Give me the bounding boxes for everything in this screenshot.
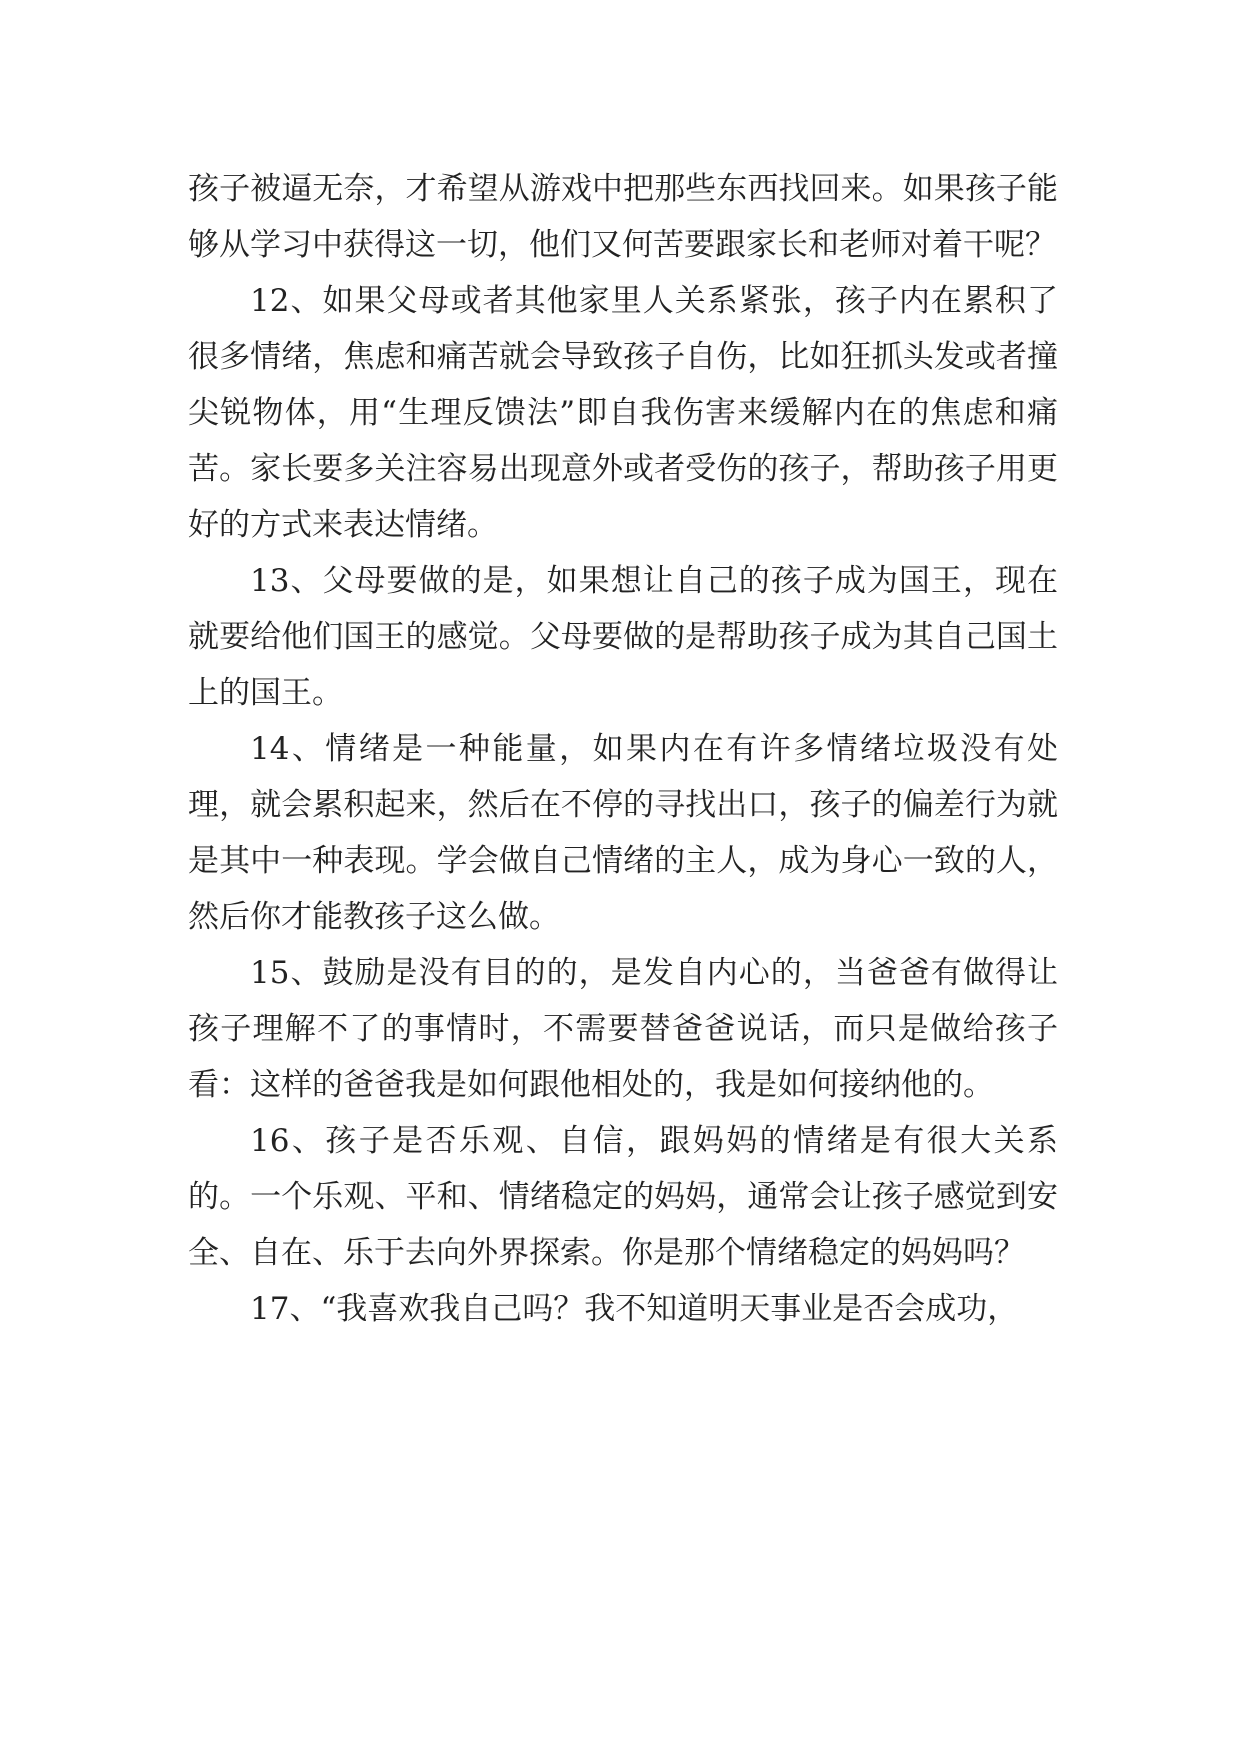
paragraph-continuation: 孩子被逼无奈，才希望从游戏中把那些东西找回来。如果孩子能够从学习中获得这一切，他们又何苦要跟家长和老师对着干呢？ [188, 171, 1058, 263]
paragraph-item-15: 15、鼓励是没有目的的，是发自内心的，当爸爸有做得让孩子理解不了的事情时，不需要替爸爸说话，而只是做给孩子看：这样的爸爸我是如何跟他相处的，我是如何接纳他的。 [188, 955, 1058, 1103]
paragraph-item-12: 12、如果父母或者其他家里人关系紧张，孩子内在累积了很多情绪，焦虑和痛苦就会导致孩子自伤，比如狂抓头发或者撞尖锐物体，用“生理反馈法”即自我伤害来缓解内在的焦虑和痛苦。家长要多关注容易出现意外或者受伤的孩子，帮助孩子用更好的方式来表达情绪。 [188, 283, 1058, 543]
paragraph-item-17: 17、“我喜欢我自己吗？我不知道明天事业是否会成功， [250, 1291, 1019, 1327]
document-body [188, 161, 1058, 1337]
paragraph-item-13: 13、父母要做的是，如果想让自己的孩子成为国王，现在就要给他们国王的感觉。父母要做的是帮助孩子成为其自己国土上的国王。 [188, 563, 1058, 711]
paragraph-item-14: 14、情绪是一种能量，如果内在有许多情绪垃圾没有处理，就会累积起来，然后在不停的寻找出口，孩子的偏差行为就是其中一种表现。学会做自己情绪的主人，成为身心一致的人，然后你才能教孩子这么做。 [188, 731, 1058, 935]
paragraph-item-16: 16、孩子是否乐观、自信，跟妈妈的情绪是有很大关系的。一个乐观、平和、情绪稳定的妈妈，通常会让孩子感觉到安全、自在、乐于去向外界探索。你是那个情绪稳定的妈妈吗？ [188, 1123, 1058, 1271]
